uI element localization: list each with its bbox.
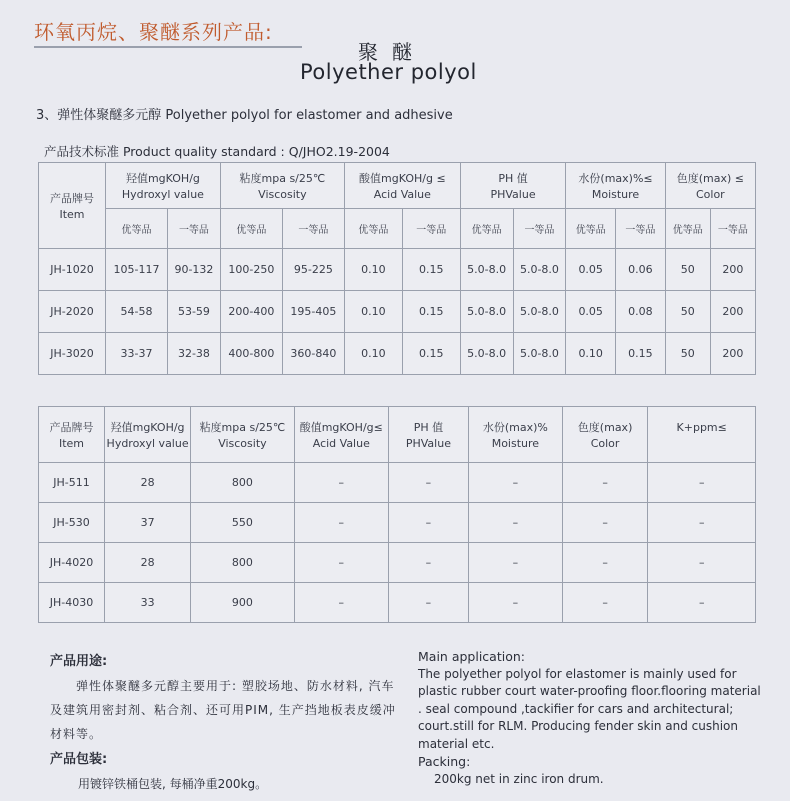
table2-header-cell bbox=[294, 407, 388, 463]
table-cell: JH-2020 bbox=[39, 291, 106, 333]
table-cell: – bbox=[468, 543, 562, 583]
grade-superior: 优等品 bbox=[220, 209, 282, 249]
table-row bbox=[39, 503, 756, 543]
table-cell: – bbox=[468, 463, 562, 503]
table-cell: 0.15 bbox=[402, 291, 460, 333]
table-cell: 0.08 bbox=[616, 291, 666, 333]
usage-en-label: Main application: bbox=[418, 649, 525, 664]
table-cell: 33 bbox=[105, 583, 191, 623]
table-cell: 800 bbox=[191, 463, 295, 503]
table2-header-cell bbox=[648, 407, 756, 463]
header-en: Viscosity bbox=[218, 437, 267, 450]
header-en: Viscosity bbox=[258, 188, 307, 201]
header-cn: 产品牌号 bbox=[50, 192, 94, 205]
table-cell: – bbox=[648, 543, 756, 583]
table-cell: 28 bbox=[105, 463, 191, 503]
grade-first: 一等品 bbox=[282, 209, 344, 249]
table-cell: 0.10 bbox=[344, 333, 402, 375]
col-viscosity bbox=[220, 163, 344, 209]
table-cell: 5.0-8.0 bbox=[460, 291, 513, 333]
grade-first: 一等品 bbox=[513, 209, 566, 249]
col-acid bbox=[344, 163, 460, 209]
header-en: PHValue bbox=[405, 437, 451, 450]
table-header-row bbox=[39, 407, 756, 463]
table2-body bbox=[39, 463, 756, 623]
table-cell: – bbox=[562, 543, 648, 583]
header-en: Acid Value bbox=[312, 437, 370, 450]
grade-first: 一等品 bbox=[402, 209, 460, 249]
table-cell: 0.06 bbox=[616, 249, 666, 291]
table-cell: 54-58 bbox=[106, 291, 168, 333]
table-cell: 400-800 bbox=[220, 333, 282, 375]
table-cell: 0.10 bbox=[344, 291, 402, 333]
table-cell: 0.15 bbox=[616, 333, 666, 375]
table-cell: JH-3020 bbox=[39, 333, 106, 375]
packing-cn-text: 用镀锌铁桶包装, 每桶净重200kg。 bbox=[78, 777, 268, 791]
table-cell: – bbox=[468, 503, 562, 543]
table-cell: 200 bbox=[710, 291, 755, 333]
grade-first: 一等品 bbox=[710, 209, 755, 249]
table-cell: 0.10 bbox=[566, 333, 616, 375]
table-row bbox=[39, 291, 756, 333]
header-cn: 酸值mgKOH/g ≤ bbox=[359, 172, 446, 185]
table-cell: 50 bbox=[665, 291, 710, 333]
table-cell: 53-59 bbox=[168, 291, 221, 333]
col-ph bbox=[460, 163, 566, 209]
table-cell: 32-38 bbox=[168, 333, 221, 375]
header-en: Acid Value bbox=[373, 188, 431, 201]
grade-row bbox=[39, 209, 756, 249]
table-cell: 0.05 bbox=[566, 249, 616, 291]
table-row bbox=[39, 543, 756, 583]
table-cell: 0.15 bbox=[402, 333, 460, 375]
table-cell: 5.0-8.0 bbox=[460, 333, 513, 375]
table-cell: JH-511 bbox=[39, 463, 105, 503]
header-en: Moisture bbox=[491, 437, 540, 450]
table-cell: 550 bbox=[191, 503, 295, 543]
table2-header-cell bbox=[39, 407, 105, 463]
spec-table-elastomer bbox=[38, 162, 756, 375]
page-title-cn: 聚醚 bbox=[358, 40, 426, 64]
table2-header-cell bbox=[388, 407, 468, 463]
table-cell: 50 bbox=[665, 333, 710, 375]
header-en: Item bbox=[58, 437, 85, 450]
header-cn: 羟值mgKOH/g bbox=[110, 421, 185, 434]
table-row bbox=[39, 333, 756, 375]
table-cell: 5.0-8.0 bbox=[460, 249, 513, 291]
col-item bbox=[39, 163, 106, 249]
table-cell: 200-400 bbox=[220, 291, 282, 333]
header-en: Color bbox=[590, 437, 620, 450]
grade-superior: 优等品 bbox=[106, 209, 168, 249]
table2-header-cell bbox=[562, 407, 648, 463]
header-cn: 水份(max)%≤ bbox=[578, 172, 653, 185]
table2-header-cell bbox=[468, 407, 562, 463]
table-cell: – bbox=[388, 503, 468, 543]
col-moisture bbox=[566, 163, 665, 209]
table-cell: 37 bbox=[105, 503, 191, 543]
packing-cn-label: 产品包装: bbox=[50, 752, 108, 767]
table-cell: 105-117 bbox=[106, 249, 168, 291]
table-cell: JH-4030 bbox=[39, 583, 105, 623]
header-cn: PH 值 bbox=[498, 172, 528, 185]
page-title-en: Polyether polyol bbox=[300, 60, 477, 84]
col-color bbox=[665, 163, 755, 209]
table-cell: – bbox=[562, 583, 648, 623]
header-cn: K+ppm≤ bbox=[676, 421, 727, 434]
grade-superior: 优等品 bbox=[665, 209, 710, 249]
grade-superior: 优等品 bbox=[460, 209, 513, 249]
table-cell: – bbox=[562, 503, 648, 543]
usage-en-block bbox=[418, 648, 768, 788]
table-cell: 5.0-8.0 bbox=[513, 333, 566, 375]
grade-first: 一等品 bbox=[616, 209, 666, 249]
section-heading: 3、弹性体聚醚多元醇 Polyether polyol for elastomer and adhesive bbox=[36, 108, 453, 123]
header-cn: 色度(max) bbox=[577, 421, 633, 434]
usage-cn-block bbox=[50, 650, 400, 796]
table-cell: – bbox=[294, 583, 388, 623]
grade-superior: 优等品 bbox=[344, 209, 402, 249]
header-cn: 酸值mgKOH/g≤ bbox=[299, 421, 383, 434]
packing-en-label: Packing: bbox=[418, 754, 471, 769]
table-cell: – bbox=[294, 543, 388, 583]
table-cell: 800 bbox=[191, 543, 295, 583]
table-cell: – bbox=[562, 463, 648, 503]
table-cell: 900 bbox=[191, 583, 295, 623]
header-cn: 粘度mpa s/25℃ bbox=[239, 172, 326, 185]
grade-superior: 优等品 bbox=[566, 209, 616, 249]
table-cell: – bbox=[648, 463, 756, 503]
table-cell: 0.15 bbox=[402, 249, 460, 291]
table-row bbox=[39, 249, 756, 291]
table-cell: 90-132 bbox=[168, 249, 221, 291]
table-cell: 360-840 bbox=[282, 333, 344, 375]
table-row bbox=[39, 463, 756, 503]
table1-body bbox=[39, 249, 756, 375]
header-en: Color bbox=[695, 188, 725, 201]
header-cn: PH 值 bbox=[413, 421, 444, 434]
header-cn: 羟值mgKOH/g bbox=[125, 172, 200, 185]
table-cell: – bbox=[388, 543, 468, 583]
table-cell: 0.05 bbox=[566, 291, 616, 333]
table2-header-cell bbox=[191, 407, 295, 463]
header-cn: 粘度mpa s/25℃ bbox=[199, 421, 286, 434]
table-cell: 95-225 bbox=[282, 249, 344, 291]
table-cell: 200 bbox=[710, 249, 755, 291]
table-cell: – bbox=[294, 503, 388, 543]
table-cell: – bbox=[388, 463, 468, 503]
table-cell: JH-1020 bbox=[39, 249, 106, 291]
table-cell: JH-530 bbox=[39, 503, 105, 543]
series-title: 环氧丙烷、聚醚系列产品: bbox=[34, 20, 273, 44]
title-underline bbox=[34, 46, 302, 48]
spec-table-adhesive bbox=[38, 406, 756, 623]
quality-standard: 产品技术标准 Product quality standard : Q/JHO2.19-2004 bbox=[44, 144, 390, 159]
table-header-row bbox=[39, 163, 756, 209]
table-cell: 195-405 bbox=[282, 291, 344, 333]
table-cell: 100-250 bbox=[220, 249, 282, 291]
grade-first: 一等品 bbox=[168, 209, 221, 249]
table-cell: 28 bbox=[105, 543, 191, 583]
header-en: Moisture bbox=[591, 188, 640, 201]
table-cell: 33-37 bbox=[106, 333, 168, 375]
col-hydroxyl bbox=[106, 163, 221, 209]
table-cell: 0.10 bbox=[344, 249, 402, 291]
table-cell: 50 bbox=[665, 249, 710, 291]
header-cn: 水份(max)% bbox=[482, 421, 548, 434]
table-cell: JH-4020 bbox=[39, 543, 105, 583]
usage-cn-label: 产品用途: bbox=[50, 654, 108, 669]
table-cell: 5.0-8.0 bbox=[513, 291, 566, 333]
table-cell: 5.0-8.0 bbox=[513, 249, 566, 291]
table-cell: 200 bbox=[710, 333, 755, 375]
header-cn: 色度(max) ≤ bbox=[676, 172, 744, 185]
header-en: PHValue bbox=[490, 188, 536, 201]
header-en: Item bbox=[59, 208, 85, 221]
header-en: Hydroxyl value bbox=[106, 437, 189, 450]
table-cell: – bbox=[294, 463, 388, 503]
header-en: Hydroxyl value bbox=[121, 188, 204, 201]
usage-en-text: The polyether polyol for elastomer is mainly used for plastic rubber court water-proofing floor.flooring material . seal compound ,tackifier for cars and architectural; court.still for RLM. Producing fender skin and cushion material etc. bbox=[418, 666, 761, 751]
header-cn: 产品牌号 bbox=[49, 421, 94, 434]
table-cell: – bbox=[648, 583, 756, 623]
table-cell: – bbox=[388, 583, 468, 623]
table2-header-cell bbox=[105, 407, 191, 463]
table-cell: – bbox=[648, 503, 756, 543]
table-cell: – bbox=[468, 583, 562, 623]
packing-en-text: 200kg net in zinc iron drum. bbox=[434, 771, 604, 786]
table-row bbox=[39, 583, 756, 623]
usage-cn-text: 弹性体聚醚多元醇主要用于: 塑胶场地、防水材料, 汽车及建筑用密封剂、粘合剂、还可用PIM, 生产挡地板表皮缓冲材料等。 bbox=[50, 679, 396, 741]
